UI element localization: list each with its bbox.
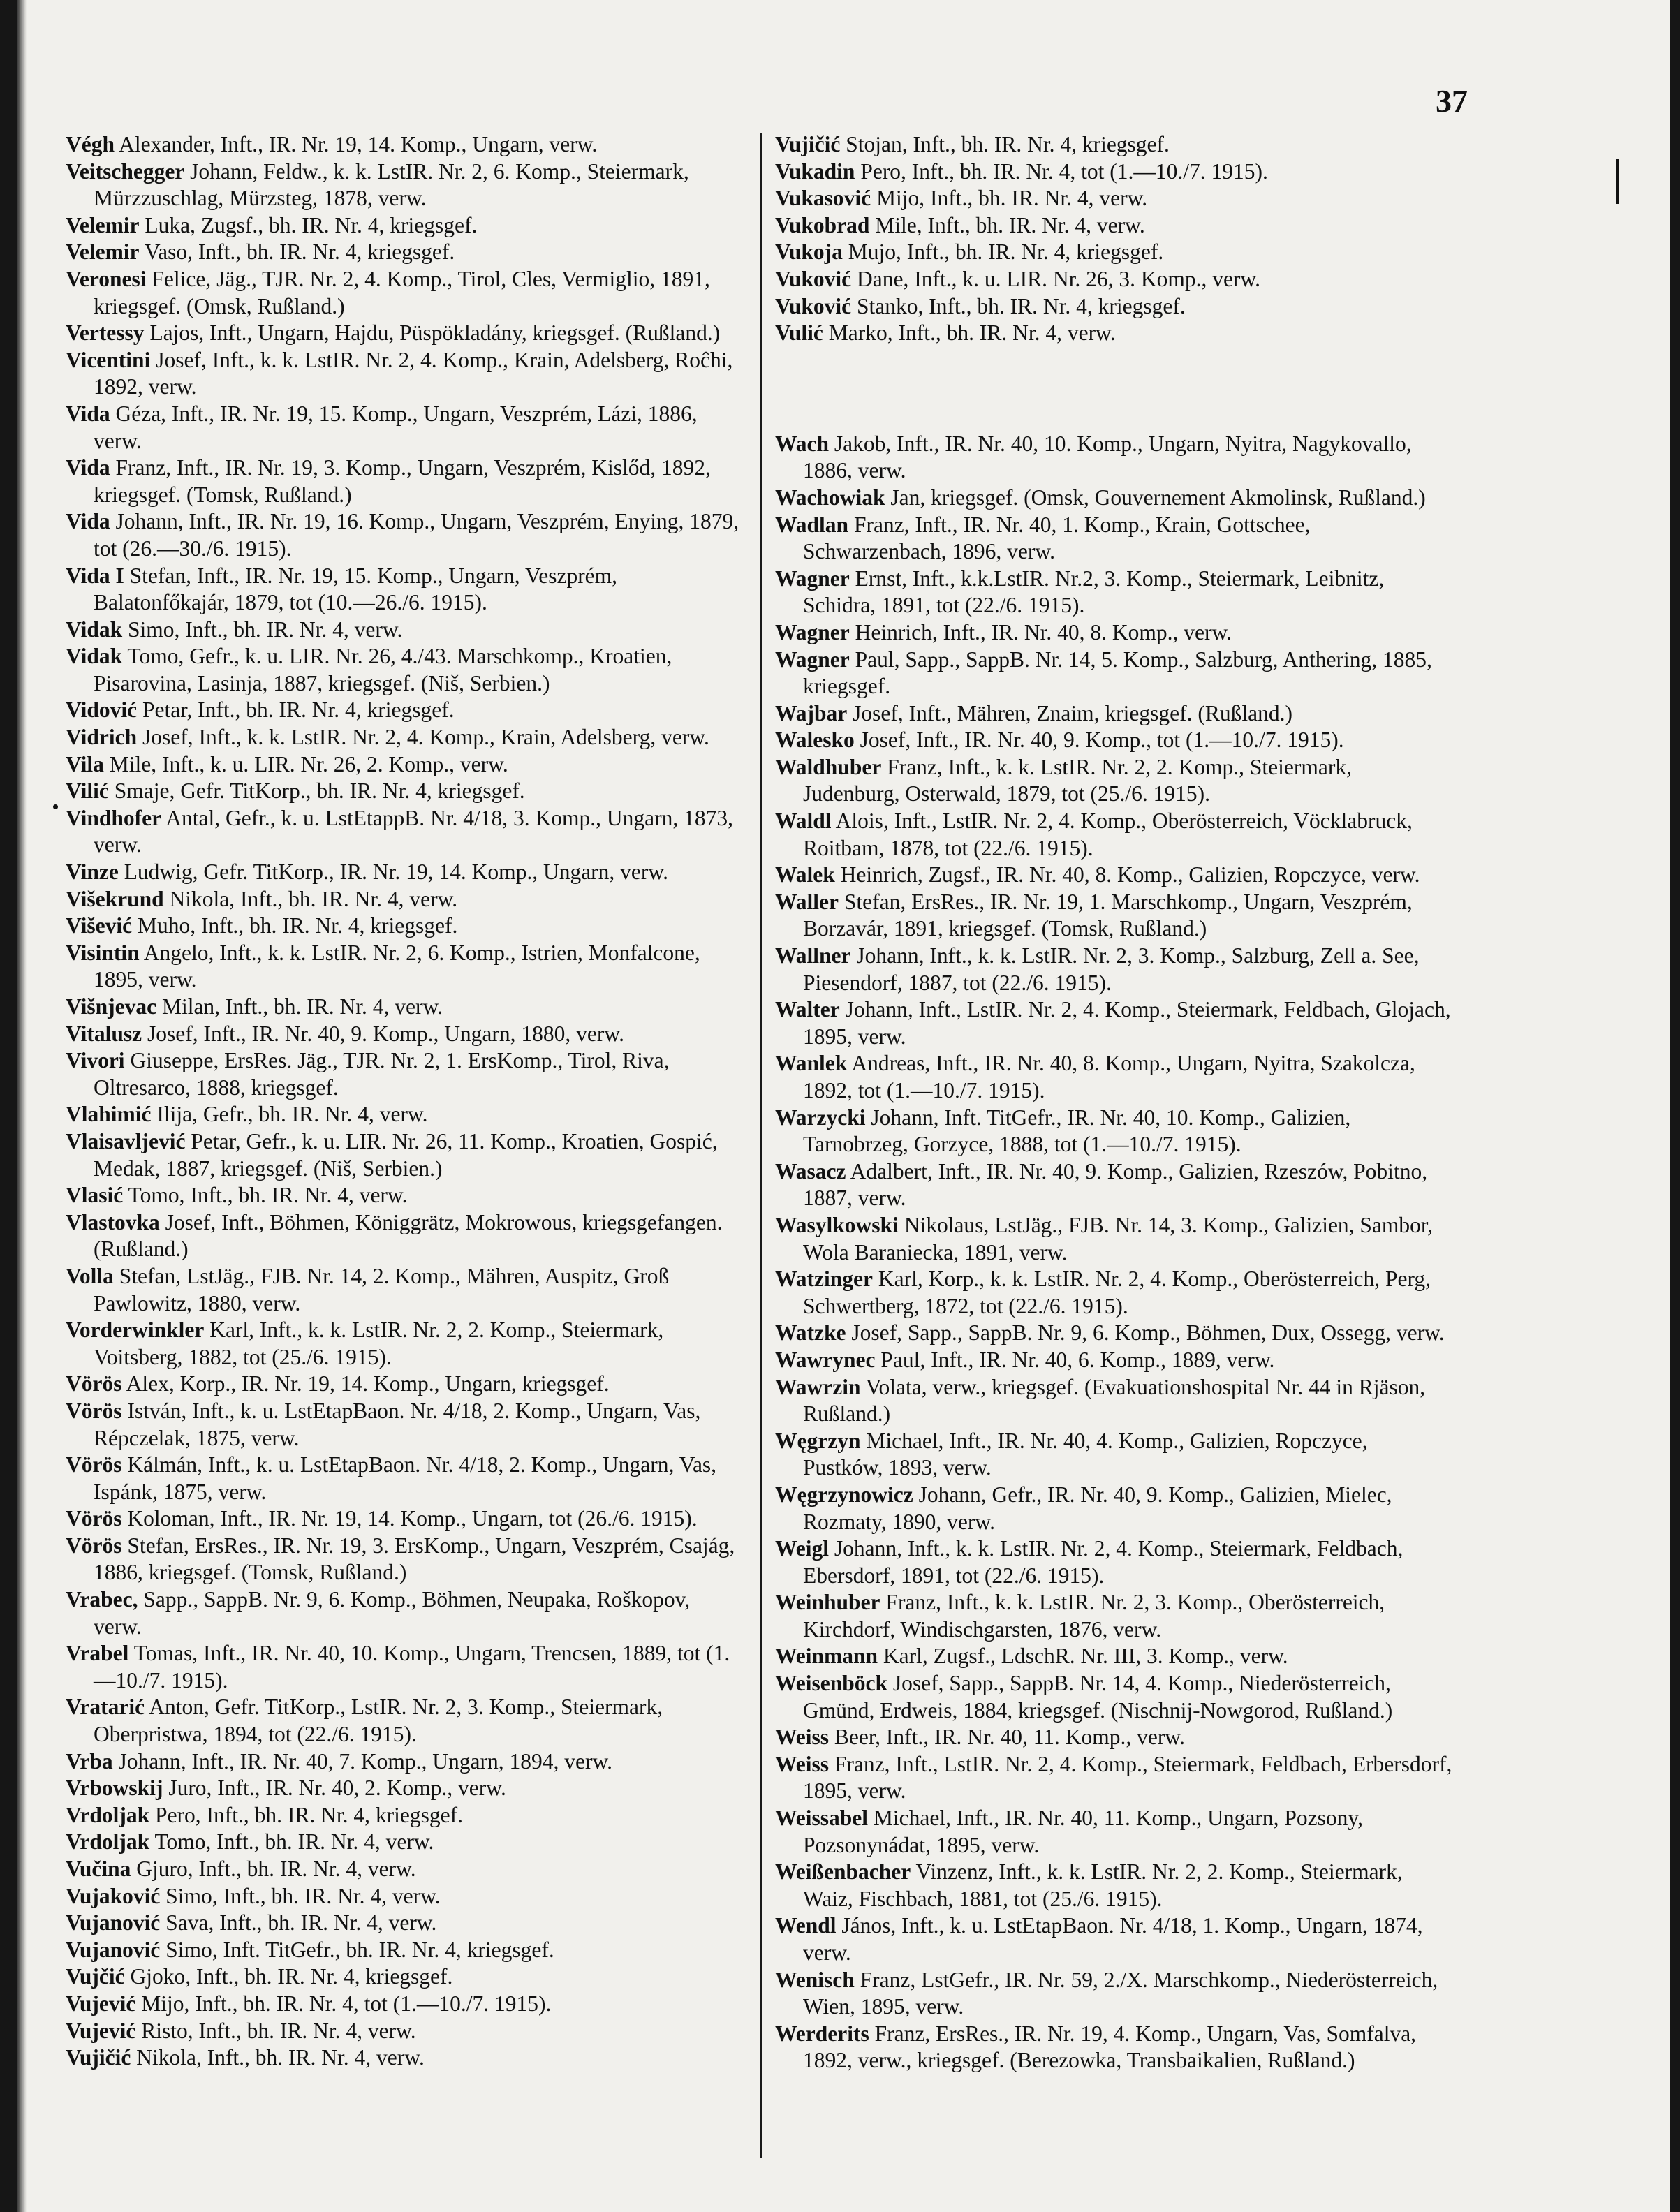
entry-surname: Vlastovka: [66, 1209, 160, 1234]
entry-surname: Vidović: [66, 698, 138, 723]
entry-details: Milan, Inft., bh. IR. Nr. 4, verw.: [156, 994, 443, 1019]
list-entry: [66, 886, 743, 913]
entry-details: Paul, Sapp., SappB. Nr. 14, 5. Komp., Salzburg, Anthering, 1885, kriegsgef.: [803, 647, 1432, 699]
entry-surname: Volla: [66, 1263, 114, 1288]
entry-details: Karl, Inft., k. k. LstIR. Nr. 2, 2. Komp., Steiermark, Voitsberg, 1882, tot (25./6. 1915).: [94, 1318, 664, 1369]
list-entry: [66, 697, 743, 724]
entry-surname: Vila: [66, 751, 104, 776]
list-entry: [66, 1586, 743, 1640]
entry-surname: Vukadin: [775, 158, 855, 184]
entry-surname: Vilić: [66, 779, 109, 804]
list-entry: [66, 994, 743, 1021]
entry-surname: Végh: [66, 132, 115, 156]
entry-details: Josef, Sapp., SappB. Nr. 14, 4. Komp., Niederösterreich, Gmünd, Erdweis, 1884, kriegsgef. (Nischnij-Nowgorod, Rußland.): [803, 1671, 1393, 1723]
list-entry: [66, 1209, 743, 1263]
list-entry: [775, 1805, 1452, 1859]
list-entry: [66, 1829, 743, 1856]
list-entry: [66, 1775, 743, 1802]
entry-details: Stanko, Inft., bh. IR. Nr. 4, kriegsgef.: [851, 293, 1186, 318]
entry-details: Alex, Korp., IR. Nr. 19, 14. Komp., Ungarn, kriegsgef.: [121, 1371, 610, 1396]
entry-details: Risto, Inft., bh. IR. Nr. 4, verw.: [135, 2018, 416, 2043]
list-entry: [775, 1967, 1452, 2021]
list-entry: [66, 1182, 743, 1209]
list-entry: [775, 185, 1452, 212]
page-number: 37: [1436, 83, 1468, 119]
list-entry: [66, 1371, 743, 1398]
entry-details: Johann, Inft., LstIR. Nr. 2, 4. Komp., Steiermark, Feldbach, Glojach, 1895, verw.: [803, 997, 1451, 1049]
entry-details: Jakob, Inft., IR. Nr. 40, 10. Komp., Ungarn, Nyitra, Nagykovallo, 1886, verw.: [803, 431, 1412, 483]
list-entry: [775, 1535, 1452, 1589]
entry-details: Johann, Gefr., IR. Nr. 40, 9. Komp., Galizien, Mielec, Rozmaty, 1890, verw.: [803, 1482, 1392, 1534]
entry-details: Felice, Jäg., TJR. Nr. 2, 4. Komp., Tirol, Cles, Vermiglio, 1891, kriegsgef. (Omsk, Rußland.): [94, 266, 710, 318]
entry-surname: Vujević: [66, 2018, 136, 2043]
entry-surname: Vukobrad: [775, 212, 870, 237]
entry-details: Josef, Inft., Mähren, Znaim, kriegsgef. (Rußland.): [847, 700, 1292, 725]
entry-surname: Vrba: [66, 1748, 113, 1774]
entry-surname: Weinmann: [775, 1644, 878, 1669]
list-entry: [66, 1047, 743, 1101]
entry-surname: Watzinger: [775, 1267, 873, 1292]
entry-surname: Wadlan: [775, 512, 849, 537]
list-entry: [775, 212, 1452, 239]
entry-surname: Wanlek: [775, 1051, 848, 1076]
entry-details: Mijo, Inft., bh. IR. Nr. 4, tot (1.—10./7. 1915).: [135, 1991, 552, 2016]
list-entry: [775, 1589, 1452, 1643]
list-entry: [775, 1320, 1452, 1347]
list-entry: [775, 889, 1452, 943]
entry-surname: Warzycki: [775, 1105, 866, 1130]
list-entry: [66, 239, 743, 266]
entry-surname: Walter: [775, 997, 840, 1022]
entry-surname: Vrabec,: [66, 1587, 138, 1612]
entry-surname: Vukoja: [775, 239, 843, 265]
list-entry: [66, 1694, 743, 1748]
entry-surname: Weissabel: [775, 1806, 869, 1831]
entry-surname: Vertessy: [66, 320, 145, 346]
list-entry: [66, 1856, 743, 1883]
entry-details: Josef, Inft., k. k. LstIR. Nr. 2, 4. Komp., Krain, Adelsberg, Roĉhi, 1892, verw.: [94, 347, 733, 399]
list-entry: [66, 778, 743, 805]
entry-details: Paul, Inft., IR. Nr. 40, 6. Komp., 1889, verw.: [875, 1347, 1275, 1372]
list-entry: [775, 431, 1452, 485]
list-entry: [66, 347, 743, 401]
list-entry: [66, 1883, 743, 1910]
entry-details: Nikola, Inft., bh. IR. Nr. 4, verw.: [131, 2045, 425, 2070]
entry-surname: Wachowiak: [775, 485, 885, 510]
entry-surname: Vörös: [66, 1506, 122, 1531]
entry-details: Lajos, Inft., Ungarn, Hajdu, Püspökladány, kriegsgef. (Rußland.): [144, 320, 721, 346]
entry-details: Heinrich, Zugsf., IR. Nr. 40, 8. Komp., Galizien, Ropczyce, verw.: [834, 862, 1420, 887]
column-divider: [760, 133, 762, 2158]
list-entry: [66, 1640, 743, 1694]
list-entry: [775, 1266, 1452, 1320]
list-entry: [775, 1212, 1452, 1266]
entry-surname: Vida: [66, 509, 110, 534]
list-entry: [66, 1533, 743, 1586]
list-entry: [66, 1021, 743, 1048]
entry-surname: Vörös: [66, 1371, 122, 1396]
entry-details: Stefan, ErsRes., IR. Nr. 19, 3. ErsKomp., Ungarn, Veszprém, Csajág, 1886, kriegsgef. (Tomsk, Rußland.): [94, 1533, 735, 1585]
list-entry: [66, 2044, 743, 2072]
entry-surname: Vujčić: [66, 1964, 125, 1989]
list-entry: [66, 940, 743, 994]
entry-surname: Waller: [775, 889, 839, 914]
entry-details: Juro, Inft., IR. Nr. 40, 2. Komp., verw.: [163, 1776, 506, 1801]
list-entry: [775, 1670, 1452, 1724]
entry-surname: Wallner: [775, 943, 851, 968]
entry-details: Johann, Inft. TitGefr., IR. Nr. 40, 10. Komp., Galizien, Tarnobrzeg, Gorzyce, 1888, tot (1.—10./7. 1915).: [803, 1105, 1351, 1157]
entry-details: Franz, Inft., k. k. LstIR. Nr. 2, 3. Komp., Oberösterreich, Kirchdorf, Windischgarsten, 1876, verw.: [803, 1590, 1385, 1642]
entry-surname: Vrbowskij: [66, 1776, 163, 1801]
list-entry: [66, 455, 743, 508]
entry-details: Franz, LstGefr., IR. Nr. 59, 2./X. Marschkomp., Niederösterreich, Wien, 1895, verw.: [803, 1967, 1438, 2019]
entry-details: Michael, Inft., IR. Nr. 40, 4. Komp., Galizien, Ropczyce, Pustków, 1893, verw.: [803, 1428, 1368, 1480]
margin-bullet: [53, 804, 58, 809]
list-entry: [66, 320, 743, 347]
list-entry: [775, 727, 1452, 754]
entry-surname: Weinhuber: [775, 1590, 880, 1615]
entry-details: Nikola, Inft., bh. IR. Nr. 4, verw.: [163, 886, 458, 911]
entry-details: Sava, Inft., bh. IR. Nr. 4, verw.: [160, 1910, 437, 1936]
entry-details: Gjoko, Inft., bh. IR. Nr. 4, kriegsgef.: [124, 1964, 453, 1989]
entry-surname: Weiss: [775, 1725, 830, 1750]
entry-details: Tomas, Inft., IR. Nr. 40, 10. Komp., Ungarn, Trencsen, 1889, tot (1.—10./7. 1915).: [94, 1641, 730, 1693]
entry-surname: Wajbar: [775, 700, 848, 725]
entry-details: Johann, Inft., k. k. LstIR. Nr. 2, 3. Komp., Salzburg, Zell a. See, Piesendorf, 1887, tot (22./6. 1915).: [803, 943, 1420, 995]
entry-surname: Wagner: [775, 566, 850, 591]
entry-surname: Vlasić: [66, 1183, 124, 1208]
entry-details: Franz, Inft., IR. Nr. 40, 1. Komp., Krain, Gottschee, Schwarzenbach, 1896, verw.: [803, 512, 1311, 564]
list-entry: [66, 1101, 743, 1128]
list-entry: [66, 1937, 743, 1964]
entry-surname: Weisenböck: [775, 1671, 888, 1696]
list-entry: [66, 1802, 743, 1829]
entry-surname: Vida I: [66, 563, 124, 588]
entry-details: Josef, Sapp., SappB. Nr. 9, 6. Komp., Böhmen, Dux, Ossegg, verw.: [846, 1320, 1445, 1345]
list-entry: [775, 512, 1452, 566]
entry-surname: Watzke: [775, 1320, 846, 1345]
entry-details: Josef, Inft., IR. Nr. 40, 9. Komp., tot (1.—10./7. 1915).: [854, 728, 1344, 753]
entry-details: Smaje, Gefr. TitKorp., bh. IR. Nr. 4, kriegsgef.: [108, 779, 525, 804]
entry-details: Stefan, LstJäg., FJB. Nr. 14, 2. Komp., Mähren, Auspitz, Groß Pawlowitz, 1880, verw.: [94, 1263, 670, 1315]
entry-details: Tomo, Gefr., k. u. LIR. Nr. 26, 4./43. Marschkomp., Kroatien, Pisarovina, Lasinja, 1887, kriegsgef. (Niš, Serbien.): [94, 644, 672, 695]
list-entry: [66, 401, 743, 455]
entry-surname: Vujičić: [775, 132, 841, 156]
entry-surname: Vida: [66, 401, 110, 426]
entry-details: István, Inft., k. u. LstEtapBaon. Nr. 4/18, 2. Komp., Ungarn, Vas, Répczelak, 1875, verw.: [94, 1398, 701, 1450]
list-entry: [775, 266, 1452, 293]
entry-details: Pero, Inft., bh. IR. Nr. 4, tot (1.—10./7. 1915).: [855, 158, 1268, 184]
entry-surname: Vuković: [775, 266, 852, 291]
entry-details: Mujo, Inft., bh. IR. Nr. 4, kriegsgef.: [842, 239, 1164, 265]
entry-details: Franz, ErsRes., IR. Nr. 19, 4. Komp., Ungarn, Vas, Somfalva, 1892, verw., kriegsgef. (Berezowka, Transbaikalien, Rußland.): [803, 2021, 1417, 2073]
entry-details: Vinzenz, Inft., k. k. LstIR. Nr. 2, 2. Komp., Steiermark, Waiz, Fischbach, 1881, tot (25./6. 1915).: [803, 1859, 1403, 1911]
entry-details: Ilija, Gefr., bh. IR. Nr. 4, verw.: [151, 1102, 428, 1127]
list-entry: [775, 1347, 1452, 1374]
entry-surname: Visintin: [66, 940, 140, 965]
list-entry: [66, 1452, 743, 1505]
margin-mark: [1616, 159, 1619, 204]
entry-surname: Wasylkowski: [775, 1212, 899, 1237]
entry-details: Karl, Zugsf., LdschR. Nr. III, 3. Komp., verw.: [878, 1644, 1288, 1669]
list-entry: [775, 1912, 1452, 1966]
entry-surname: Wasacz: [775, 1158, 846, 1184]
entry-details: Gjuro, Inft., bh. IR. Nr. 4, verw.: [131, 1857, 416, 1881]
entry-surname: Vlahimić: [66, 1102, 152, 1127]
entry-surname: Vujević: [66, 1991, 136, 2016]
list-entry: [775, 1105, 1452, 1158]
entry-details: Josef, Inft., IR. Nr. 40, 9. Komp., Ungarn, 1880, verw.: [142, 1021, 624, 1046]
entry-surname: Vivori: [66, 1048, 125, 1073]
list-entry: [775, 943, 1452, 996]
list-entry: [775, 320, 1452, 347]
list-entry: [775, 1158, 1452, 1212]
list-entry: [775, 1643, 1452, 1670]
entry-details: Simo, Inft., bh. IR. Nr. 4, verw.: [122, 617, 403, 642]
list-entry: [66, 1505, 743, 1533]
list-entry: [775, 619, 1452, 647]
document-page: [17, 0, 1670, 2212]
entry-details: Koloman, Inft., IR. Nr. 19, 14. Komp., Ungarn, tot (26./6. 1915).: [121, 1506, 698, 1531]
entry-surname: Weiss: [775, 1751, 830, 1776]
list-entry: [66, 158, 743, 212]
entry-surname: Vuković: [775, 293, 852, 318]
entry-surname: Walek: [775, 862, 835, 887]
entry-surname: Vidak: [66, 617, 123, 642]
entry-details: Mile, Inft., bh. IR. Nr. 4, verw.: [869, 212, 1145, 237]
entry-surname: Waldhuber: [775, 754, 882, 779]
entry-details: Giuseppe, ErsRes. Jäg., TJR. Nr. 2, 1. ErsKomp., Tirol, Riva, Oltresarco, 1888, kriegsgef.: [94, 1048, 670, 1100]
entry-surname: Wach: [775, 431, 830, 456]
list-entry: [775, 239, 1452, 266]
entry-details: Vaso, Inft., bh. IR. Nr. 4, kriegsgef.: [139, 239, 455, 265]
right-column: [775, 131, 1452, 2074]
entry-surname: Vrabel: [66, 1641, 129, 1666]
list-entry: [66, 1263, 743, 1317]
list-entry: [775, 808, 1452, 862]
entry-details: Géza, Inft., IR. Nr. 19, 15. Komp., Ungarn, Veszprém, Lázi, 1886, verw.: [94, 401, 698, 453]
list-entry: [775, 485, 1452, 512]
entry-details: Johann, Inft., k. k. LstIR. Nr. 2, 4. Komp., Steiermark, Feldbach, Ebersdorf, 1891, tot (22./6. 1915).: [803, 1536, 1403, 1588]
entry-details: Alexander, Inft., IR. Nr. 19, 14. Komp., Ungarn, verw.: [115, 132, 598, 156]
list-entry: [66, 805, 743, 859]
entry-details: Johann, Inft., IR. Nr. 19, 16. Komp., Ungarn, Veszprém, Enying, 1879, tot (26.—30./6. 1915).: [94, 509, 739, 561]
entry-details: Mijo, Inft., bh. IR. Nr. 4, verw.: [871, 186, 1148, 211]
entry-surname: Vulić: [775, 320, 823, 346]
list-entry: [775, 2021, 1452, 2074]
entry-surname: Vidrich: [66, 725, 138, 750]
entry-surname: Walesko: [775, 728, 855, 753]
entry-details: Franz, Inft., LstIR. Nr. 2, 4. Komp., Steiermark, Feldbach, Erbersdorf, 1895, verw.: [803, 1751, 1452, 1804]
entry-surname: Višnjevac: [66, 994, 157, 1019]
list-entry: [66, 751, 743, 779]
entry-surname: Weigl: [775, 1536, 829, 1561]
entry-surname: Vicentini: [66, 347, 151, 372]
entry-surname: Vratarić: [66, 1695, 145, 1720]
entry-surname: Vörös: [66, 1452, 122, 1477]
entry-details: Simo, Inft. TitGefr., bh. IR. Nr. 4, kriegsgef.: [160, 1937, 554, 1962]
list-entry: [775, 1428, 1452, 1482]
entry-surname: Vukasović: [775, 186, 871, 211]
entry-surname: Vrdoljak: [66, 1802, 150, 1827]
list-entry: [66, 1991, 743, 2018]
entry-details: Josef, Inft., Böhmen, Königgrätz, Mokrowous, kriegsgefangen. (Rußland.): [94, 1209, 723, 1262]
entry-surname: Węgrzyn: [775, 1428, 861, 1453]
entry-details: Marko, Inft., bh. IR. Nr. 4, verw.: [823, 320, 1116, 346]
entry-details: Petar, Gefr., k. u. LIR. Nr. 26, 11. Komp., Kroatien, Gospić, Medak, 1887, kriegsgef. (Niš, Serbien.): [94, 1128, 718, 1181]
entry-details: Alois, Inft., LstIR. Nr. 2, 4. Komp., Oberösterreich, Vöcklabruck, Roitbam, 1878, tot (22./6. 1915).: [803, 809, 1413, 860]
entry-surname: Vida: [66, 455, 110, 480]
entry-surname: Vindhofer: [66, 805, 162, 830]
left-column: [66, 131, 743, 2072]
entry-surname: Vrdoljak: [66, 1829, 150, 1855]
entry-details: Nikolaus, LstJäg., FJB. Nr. 14, 3. Komp., Galizien, Sambor, Wola Baraniecka, 1891, verw.: [803, 1212, 1434, 1264]
list-entry: [66, 1398, 743, 1452]
entry-details: Stefan, ErsRes., IR. Nr. 19, 1. Marschkomp., Ungarn, Veszprém, Borzavár, 1891, kriegsgef. (Tomsk, Rußland.): [803, 889, 1413, 941]
entry-details: Mile, Inft., k. u. LIR. Nr. 26, 2. Komp., verw.: [103, 751, 508, 776]
entry-details: Franz, Inft., k. k. LstIR. Nr. 2, 2. Komp., Steiermark, Judenburg, Osterwald, 1879, tot (25./6. 1915).: [803, 754, 1352, 806]
list-entry: [66, 1910, 743, 1937]
entry-details: Stefan, Inft., IR. Nr. 19, 15. Komp., Ungarn, Veszprém, Balatonfőkajár, 1879, tot (10.—26./6. 1915).: [94, 563, 618, 615]
entry-surname: Węgrzynowicz: [775, 1482, 913, 1507]
entry-surname: Vorderwinkler: [66, 1318, 205, 1343]
list-entry: [775, 1482, 1452, 1535]
entry-details: Simo, Inft., bh. IR. Nr. 4, verw.: [160, 1883, 441, 1908]
entry-details: Dane, Inft., k. u. LIR. Nr. 26, 3. Komp., verw.: [851, 266, 1260, 291]
entry-surname: Višević: [66, 913, 133, 938]
list-entry: [66, 617, 743, 644]
entry-surname: Vujaković: [66, 1883, 161, 1908]
list-entry: [66, 2018, 743, 2045]
list-entry: [775, 1724, 1452, 1751]
entry-surname: Vujanović: [66, 1937, 161, 1962]
list-entry: [66, 859, 743, 886]
entry-surname: Velemir: [66, 239, 140, 265]
entry-details: Stojan, Inft., bh. IR. Nr. 4, kriegsgef.: [840, 132, 1170, 156]
list-entry: [775, 1374, 1452, 1428]
entry-details: Ludwig, Gefr. TitKorp., IR. Nr. 19, 14. Komp., Ungarn, verw.: [118, 860, 668, 885]
list-entry: [775, 754, 1452, 808]
list-entry: [66, 1128, 743, 1182]
entry-details: Andreas, Inft., IR. Nr. 40, 8. Komp., Ungarn, Nyitra, Szakolcza, 1892, tot (1.—10./7. 1915).: [803, 1051, 1415, 1103]
list-entry: [775, 996, 1452, 1050]
list-entry: [775, 1859, 1452, 1912]
entry-details: Ernst, Inft., k.k.LstIR. Nr.2, 3. Komp., Steiermark, Leibnitz, Schidra, 1891, tot (22./6. 1915).: [803, 566, 1385, 618]
entry-surname: Vujanović: [66, 1910, 161, 1936]
entry-surname: Vitalusz: [66, 1021, 142, 1046]
entry-surname: Veronesi: [66, 266, 147, 291]
entry-details: Luka, Zugsf., bh. IR. Nr. 4, kriegsgef.: [139, 212, 478, 237]
entry-surname: Višekrund: [66, 886, 164, 911]
entry-details: Johann, Feldw., k. k. LstIR. Nr. 2, 6. Komp., Steiermark, Mürzzuschlag, Mürzsteg, 1878, verw.: [94, 158, 689, 211]
entry-details: Franz, Inft., IR. Nr. 19, 3. Komp., Ungarn, Veszprém, Kislőd, 1892, kriegsgef. (Tomsk, Rußland.): [94, 455, 711, 507]
entry-details: Karl, Korp., k. k. LstIR. Nr. 2, 4. Komp., Oberösterreich, Perg, Schwertberg, 1872, tot (22./6. 1915).: [803, 1267, 1431, 1318]
entry-surname: Werderits: [775, 2021, 869, 2046]
list-entry: [66, 724, 743, 751]
entry-details: Muho, Inft., bh. IR. Nr. 4, kriegsgef.: [132, 913, 458, 938]
list-entry: [775, 1751, 1452, 1805]
entry-surname: Vlaisavljević: [66, 1128, 186, 1153]
entry-surname: Velemir: [66, 212, 140, 237]
entry-details: Volata, verw., kriegsgef. (Evakuationshospital Nr. 44 in Rjäson, Rußland.): [803, 1374, 1426, 1426]
entry-surname: Vörös: [66, 1398, 122, 1423]
entry-surname: Wenisch: [775, 1967, 855, 1992]
list-entry: [775, 293, 1452, 320]
list-entry: [66, 1963, 743, 1991]
entry-surname: Wendl: [775, 1913, 837, 1938]
entry-details: János, Inft., k. u. LstEtapBaon. Nr. 4/18, 1. Komp., Ungarn, 1874, verw.: [803, 1913, 1423, 1965]
list-entry: [775, 862, 1452, 889]
entry-details: Tomo, Inft., bh. IR. Nr. 4, verw.: [149, 1829, 434, 1855]
list-entry: [66, 266, 743, 320]
list-entry: [66, 131, 743, 158]
entry-details: Pero, Inft., bh. IR. Nr. 4, kriegsgef.: [149, 1802, 463, 1827]
entry-surname: Wagner: [775, 619, 850, 644]
entry-details: Angelo, Inft., k. k. LstIR. Nr. 2, 6. Komp., Istrien, Monfalcone, 1895, verw.: [94, 940, 700, 992]
entry-surname: Weißenbacher: [775, 1859, 911, 1885]
entry-details: Johann, Inft., IR. Nr. 40, 7. Komp., Ungarn, 1894, verw.: [112, 1748, 613, 1774]
entry-surname: Vujičić: [66, 2045, 131, 2070]
entry-surname: Vörös: [66, 1533, 122, 1558]
page-edge-shadow: [17, 0, 27, 2212]
entry-details: Michael, Inft., IR. Nr. 40, 11. Komp., Ungarn, Pozsony, Pozsonynádat, 1895, verw.: [803, 1806, 1363, 1857]
entry-surname: Wagner: [775, 647, 850, 672]
list-entry: [66, 212, 743, 239]
entry-details: Antal, Gefr., k. u. LstEtappB. Nr. 4/18, 3. Komp., Ungarn, 1873, verw.: [94, 805, 734, 857]
list-entry: [66, 1317, 743, 1371]
list-entry: [775, 1050, 1452, 1104]
list-entry: [66, 643, 743, 697]
entry-details: Tomo, Inft., bh. IR. Nr. 4, verw.: [123, 1183, 408, 1208]
entry-details: Beer, Inft., IR. Nr. 40, 11. Komp., verw.: [829, 1725, 1185, 1750]
list-entry: [775, 131, 1452, 158]
entry-details: Adalbert, Inft., IR. Nr. 40, 9. Komp., Galizien, Rzeszów, Pobitno, 1887, verw.: [803, 1158, 1428, 1211]
entry-surname: Vidak: [66, 644, 123, 669]
list-entry: [66, 1748, 743, 1776]
list-entry: [775, 566, 1452, 619]
list-entry: [775, 158, 1452, 186]
entry-surname: Wawrzin: [775, 1374, 861, 1399]
entry-details: Heinrich, Inft., IR. Nr. 40, 8. Komp., verw.: [849, 619, 1232, 644]
list-entry: [775, 647, 1452, 700]
list-entry: [66, 508, 743, 562]
list-entry: [66, 563, 743, 617]
entry-details: Kálmán, Inft., k. u. LstEtapBaon. Nr. 4/18, 2. Komp., Ungarn, Vas, Ispánk, 1875, verw.: [94, 1452, 717, 1504]
entry-surname: Vučina: [66, 1857, 131, 1881]
entry-details: Anton, Gefr. TitKorp., LstIR. Nr. 2, 3. Komp., Steiermark, Oberpristwa, 1894, tot (22./6. 1915).: [94, 1695, 663, 1747]
entry-surname: Veitschegger: [66, 158, 185, 184]
entry-details: Sapp., SappB. Nr. 9, 6. Komp., Böhmen, Neupaka, Roškopov, verw.: [94, 1587, 691, 1639]
list-entry: [66, 913, 743, 940]
entry-surname: Wawrynec: [775, 1347, 876, 1372]
entry-surname: Vinze: [66, 860, 119, 885]
entry-details: Jan, kriegsgef. (Omsk, Gouvernement Akmolinsk, Rußland.): [885, 485, 1426, 510]
entry-details: Petar, Inft., bh. IR. Nr. 4, kriegsgef.: [137, 698, 455, 723]
entry-surname: Waldl: [775, 809, 832, 834]
list-entry: [775, 700, 1452, 728]
entry-details: Josef, Inft., k. k. LstIR. Nr. 2, 4. Komp., Krain, Adelsberg, verw.: [137, 725, 709, 750]
